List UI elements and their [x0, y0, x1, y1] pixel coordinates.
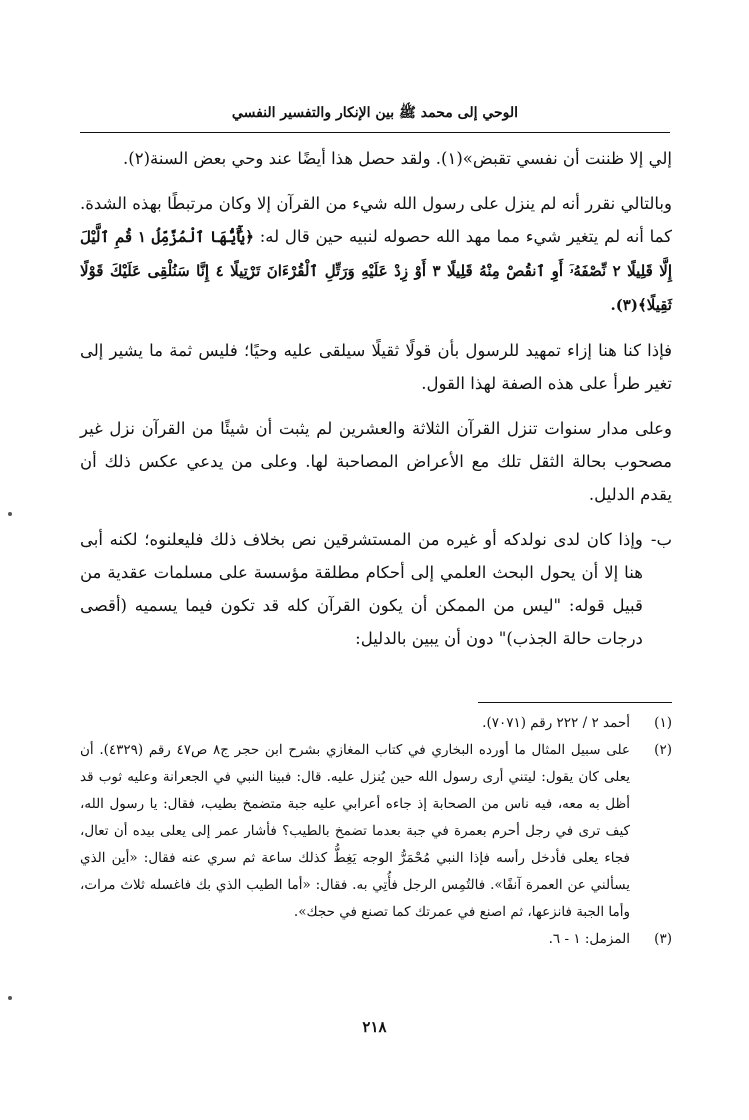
item-b [80, 523, 672, 655]
footnote-3 [80, 926, 672, 953]
paragraph-4: وعلى مدار سنوات تنزل القرآن الثلاثة والعشرين لم يثبت أن شيئًا من القرآن نزل غير مصحوب بحالة الثقل تلك مع الأعراض المصاحبة لها. وعلى من يدعي عكس ذلك أن يقدم الدليل. [80, 419, 672, 504]
paragraph-1: إلي إلا ظننت أن نفسي تقبض»(١). ولقد حصل هذا أيضًا عند وحي بعض السنة(٢). [123, 149, 672, 168]
footnote-text: المزمل: ١ - ٦. [548, 931, 630, 947]
scan-mark [8, 996, 12, 1000]
running-head: الوحي إلى محمد ﷺ بين الإنكار والتفسير النفسي [231, 105, 519, 121]
paragraph-2 [80, 187, 672, 322]
paragraph-3: فإذا كنا هنا إزاء تمهيد للرسول بأن قولًا ثقيلًا سيلقى عليه وحيًا؛ فليس ثمة ما يشير إلى تغير طرأ على هذه الصفة لهذا القول. [80, 341, 672, 393]
page-number: ٢١٨ [362, 1018, 387, 1036]
header-rule [80, 132, 670, 133]
item-b-text: وإذا كان لدى نولدكه أو غيره من المستشرقين نص بخلاف ذلك فليعلنوه؛ لكنه أبى هنا إلا أن يحول البحث العلمي إلى أحكام مطلقة مؤسسة على مسلمات عقدية من قبيل قوله: "ليس من الممكن أن يكون القرآن كله قد تكون فيما يسميه (أقصى درجات حالة الجذب)" دون أن يبين بالدليل: [80, 530, 643, 648]
footnote-text: على سبيل المثال ما أورده البخاري في كتاب المغازي بشرح ابن حجر ج٨ ص٤٧ رقم (٤٣٢٩). أن يعلى كان يقول: ليتني أرى رسول الله حين يُنزل عليه. قال: فبينا النبي في الجعرانة وعليه ثوب قد أظل به معه، فيه ناس من الصحابة إذ جاءه أعرابي عليه جبة متضمخ بطيب، فقال: يا رسول الله، كيف ترى في رجل أحرم بعمرة في جبة بعدما تضمخ بالطيب؟ فأشار عمر إلى يعلى بيده أن تعال، فجاء يعلى فأدخل رأسه فإذا النبي مُحْمَرُّ الوجه يَغِطُّ كذلك ساعة ثم سري عنه فقال: «أين الذي يسألني عن العمرة آنفًا». فالتُمِس الرجل فأُتِي به. فقال: «أما الطيب الذي بك فاغسله ثلاث مرات، وأما الجبة فانزعها، ثم اصنع في عمرتك كما تصنع في حجك». [80, 742, 630, 920]
quran-verse: ﴿يَٰٓأَيُّهَا ٱلْمُزَّمِّلُ ١ قُمِ ٱلَّيْلَ إِلَّا قَلِيلًا ٢ نِّصْفَهُۥٓ أَوِ ٱنقُصْ مِنْهُ قَلِيلًا ٣ أَوْ زِدْ عَلَيْهِ وَرَتِّلِ ٱلْقُرْءَانَ تَرْتِيلًا ٤ إِنَّا سَنُلْقِى عَلَيْكَ قَوْلًا ثَقِيلًا﴾(٣). [80, 228, 673, 314]
paragraph-2-text: وبالتالي نقرر أنه لم ينزل على رسول الله شيء من القرآن إلا وكان مرتبطًا بهذه الشدة. كما أنه لم يتغير شيء مما مهد الله حصوله لنبيه حين قال له: [80, 194, 673, 246]
footnote-text: أحمد ٢ / ٢٢٢ رقم (٧٠٧١). [482, 715, 630, 731]
footnote-1 [80, 710, 672, 737]
footnote-2 [80, 737, 672, 926]
footnote-number: (٣) [654, 931, 672, 947]
footnote-rule [478, 702, 672, 703]
item-b-label: ب- [650, 530, 672, 549]
footnote-number: (١) [654, 715, 672, 731]
scan-mark [8, 512, 12, 516]
footnotes [80, 710, 672, 953]
footnote-number: (٢) [654, 742, 672, 758]
spacer [80, 322, 672, 334]
main-text [80, 142, 672, 655]
